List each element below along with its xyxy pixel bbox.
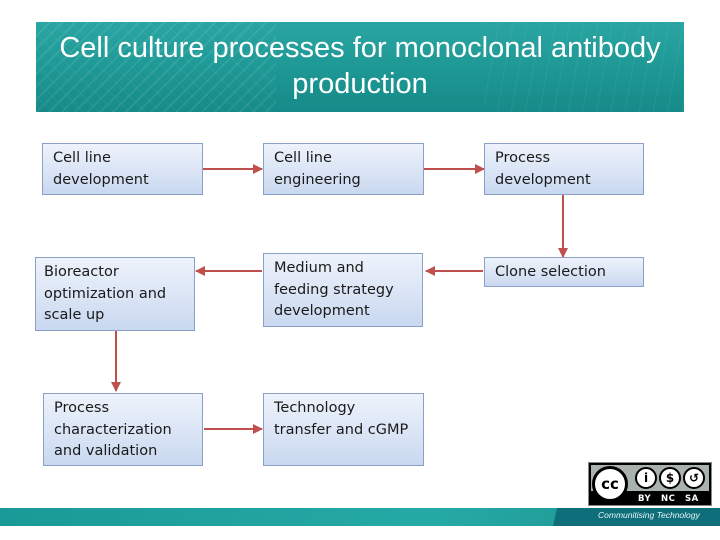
share-alike-icon: ↺ bbox=[683, 467, 705, 489]
creative-commons-badge[interactable] bbox=[588, 462, 712, 506]
license-label-by: BY bbox=[638, 494, 652, 504]
box-cell-line-development: Cell line development bbox=[42, 143, 203, 195]
box-medium-feeding: Medium and feeding strategy development bbox=[263, 253, 423, 327]
cc-logo-icon: cc bbox=[592, 466, 628, 502]
license-label-nc: NC bbox=[661, 494, 676, 504]
slide-title: Cell culture processes for monoclonal antibody production bbox=[59, 32, 661, 100]
by-person-icon: i bbox=[635, 467, 657, 489]
box-cell-line-engineering: Cell line engineering bbox=[263, 143, 424, 195]
box-technology-transfer: Technology transfer and cGMP bbox=[263, 393, 424, 466]
box-process-development: Process development bbox=[484, 143, 644, 195]
license-label-sa: SA bbox=[685, 494, 699, 504]
box-clone-selection: Clone selection bbox=[484, 257, 644, 287]
box-process-characterization: Process characterization and validation bbox=[43, 393, 203, 466]
box-bioreactor-optimization: Bioreactor optimization and scale up bbox=[35, 257, 195, 331]
footer-tagline: Communitising Technology bbox=[598, 510, 700, 520]
non-commercial-icon: $ bbox=[659, 467, 681, 489]
